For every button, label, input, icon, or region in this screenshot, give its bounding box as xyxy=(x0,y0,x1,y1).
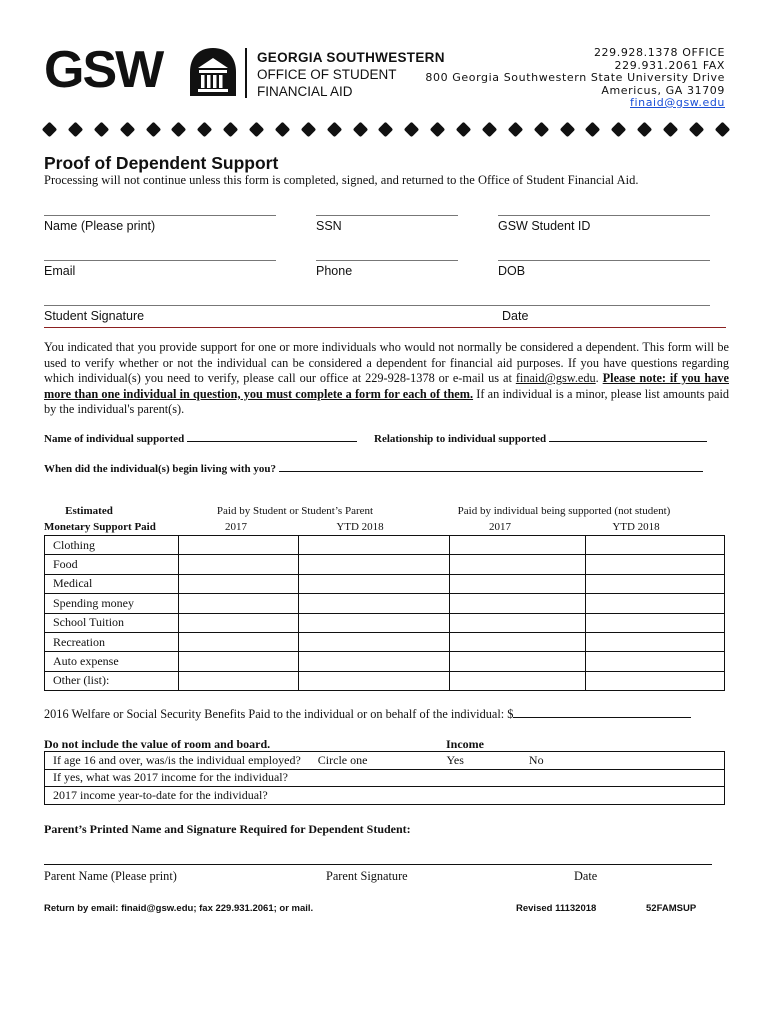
dob-input-line[interactable] xyxy=(498,260,710,261)
individual-2017-cell[interactable] xyxy=(450,594,586,613)
support-category-label: School Tuition xyxy=(45,613,179,632)
address-line-2: Americus, GA 31709 xyxy=(601,83,725,97)
individual-ytd-cell[interactable] xyxy=(586,652,725,671)
address-line-1: 800 Georgia Southwestern State University Drive xyxy=(425,71,725,84)
table-row xyxy=(45,769,725,787)
signature-date-label: Date xyxy=(502,309,529,323)
parent-heading: Parent’s Printed Name and Signature Required for Dependent Student: xyxy=(44,822,411,836)
email-input-line[interactable] xyxy=(44,260,276,261)
email-label: Email xyxy=(44,264,76,278)
income-heading: Do not include the value of room and board. xyxy=(44,737,271,751)
individual-2017-cell[interactable] xyxy=(450,632,586,651)
table-row xyxy=(45,787,725,805)
dot-icon xyxy=(714,122,730,138)
fax-number: 229.931.2061 FAX xyxy=(614,58,725,72)
circle-one-label: Circle one xyxy=(317,752,368,767)
individual-2017-cell[interactable] xyxy=(450,671,586,690)
table-row xyxy=(45,652,725,671)
individual-ytd-cell[interactable] xyxy=(586,632,725,651)
return-instructions: Return by email: finaid@gsw.edu; fax 229.931.2061; or mail. xyxy=(44,903,314,914)
individual-ytd-cell[interactable] xyxy=(586,555,725,574)
name-supported-field: Name of individual supported xyxy=(44,431,357,445)
table-row xyxy=(45,574,725,593)
dot-icon xyxy=(404,122,420,138)
student-2017-cell[interactable] xyxy=(178,536,298,555)
individual-ytd-cell[interactable] xyxy=(586,536,725,555)
dot-icon xyxy=(119,122,135,138)
welfare-input[interactable] xyxy=(513,706,691,718)
intro-note: Please note: if you have more than one individual in question, you must complete a form for each of them. xyxy=(44,371,730,401)
dot-icon xyxy=(326,122,342,138)
dot-icon xyxy=(42,122,58,138)
individual-2017-cell[interactable] xyxy=(450,536,586,555)
phone-input-line[interactable] xyxy=(316,260,458,261)
income-table xyxy=(44,751,725,805)
income-label: Income xyxy=(446,737,484,751)
dot-icon xyxy=(663,122,679,138)
table-row xyxy=(45,594,725,613)
individual-ytd-cell[interactable] xyxy=(586,594,725,613)
phone-label: Phone xyxy=(316,264,353,278)
yes-option[interactable]: Yes xyxy=(446,752,464,767)
group-individual-header: Paid by individual being supported (not student) xyxy=(457,505,671,517)
parent-name-label: Parent Name (Please print) xyxy=(44,869,177,883)
name-supported-input[interactable] xyxy=(187,431,357,442)
table-row xyxy=(45,752,725,770)
dot-icon xyxy=(145,122,161,138)
individual-2017-cell[interactable] xyxy=(450,555,586,574)
dot-icon xyxy=(68,122,84,138)
signature-input-line[interactable] xyxy=(44,305,710,306)
dot-icon xyxy=(559,122,575,138)
individual-ytd-cell[interactable] xyxy=(586,671,725,690)
estimated-label: Estimated xyxy=(65,505,113,517)
table-row xyxy=(45,555,725,574)
table-row xyxy=(45,536,725,555)
dot-icon xyxy=(533,122,549,138)
student-ytd-cell[interactable] xyxy=(298,536,450,555)
living-with-input[interactable] xyxy=(279,461,703,472)
ssn-input-line[interactable] xyxy=(316,215,458,216)
form-code: 52FAMSUP xyxy=(646,903,697,914)
support-category-label: Food xyxy=(45,555,179,574)
dot-icon xyxy=(430,122,446,138)
dot-icon xyxy=(482,122,498,138)
individual-ytd-cell[interactable] xyxy=(586,613,725,632)
page-title: Proof of Dependent Support xyxy=(44,153,279,173)
dot-icon xyxy=(93,122,109,138)
support-category-label: Spending money xyxy=(45,594,179,613)
individual-2017-header: 2017 xyxy=(489,521,511,533)
dot-icon xyxy=(637,122,653,138)
intro-email-link[interactable]: finaid@gsw.edu xyxy=(515,371,596,386)
email-link[interactable]: finaid@gsw.edu xyxy=(630,96,725,109)
support-category-label: Auto expense xyxy=(45,652,179,671)
dob-label: DOB xyxy=(498,264,526,278)
page-subtitle: Processing will not continue unless this form is completed, signed, and returned to the Office of Student Financial Aid. xyxy=(44,173,639,187)
support-category-label: Clothing xyxy=(45,536,179,555)
parent-signature-label: Parent Signature xyxy=(326,869,408,883)
individual-2017-cell[interactable] xyxy=(450,613,586,632)
student-id-label: GSW Student ID xyxy=(498,219,591,233)
dot-icon xyxy=(507,122,523,138)
name-label: Name (Please print) xyxy=(44,219,156,233)
table-row xyxy=(45,613,725,632)
dot-icon xyxy=(352,122,368,138)
dot-icon xyxy=(456,122,472,138)
student-ytd-cell[interactable] xyxy=(298,632,450,651)
student-2017-cell[interactable] xyxy=(178,594,298,613)
student-2017-cell[interactable] xyxy=(178,652,298,671)
dot-icon xyxy=(223,122,239,138)
income-2017-question[interactable]: If yes, what was 2017 income for the individual? xyxy=(45,769,725,787)
relationship-input[interactable] xyxy=(549,431,707,442)
monetary-support-label: Monetary Support Paid xyxy=(44,521,156,533)
building-logo-icon xyxy=(186,46,240,98)
student-2017-cell[interactable] xyxy=(178,671,298,690)
revision-date: Revised 11132018 xyxy=(516,903,597,914)
department-name: GEORGIA SOUTHWESTERN OFFICE OF STUDENT FINANCIAL AID xyxy=(257,50,445,99)
contact-block xyxy=(425,47,725,110)
no-option[interactable]: No xyxy=(528,752,544,767)
student-ytd-cell[interactable] xyxy=(298,613,450,632)
student-ytd-cell[interactable] xyxy=(298,594,450,613)
office-phone: 229.928.1378 OFFICE xyxy=(593,46,725,59)
student-signature-label: Student Signature xyxy=(44,309,145,323)
welfare-field: 2016 Welfare or Social Security Benefits Paid to the individual or on behalf of the individual: $ xyxy=(44,706,691,722)
parent-signature-line[interactable] xyxy=(44,864,712,865)
support-category-label: Medical xyxy=(45,574,179,593)
student-2017-header: 2017 xyxy=(225,521,247,533)
relationship-field: Relationship to individual supported xyxy=(374,431,707,445)
student-ytd-cell[interactable] xyxy=(298,652,450,671)
header-divider xyxy=(245,48,247,98)
ssn-label: SSN xyxy=(316,219,342,233)
student-ytd-header: YTD 2018 xyxy=(336,521,384,533)
intro-paragraph: You indicated that you provide support for one or more individuals who would not normally be considered a dependent. This form will be used to verify whether or not the individual can be considered a dependent for financial aid purposes. If you have questions regarding which individual(s) you need to verify, please call our office at 229-928-1378 or e-mail us at finaid@gsw.edu. Please note: if you have more than one individual in question, you must complete a form for each of them. If an individual is a minor, please list amounts paid by the individual's parent(s). xyxy=(44,340,730,417)
decorative-dot-row xyxy=(44,124,728,135)
group-student-header: Paid by Student or Student’s Parent xyxy=(216,505,374,517)
dot-icon xyxy=(249,122,265,138)
gsw-logo: GSW xyxy=(44,41,163,99)
dot-icon xyxy=(300,122,316,138)
table-row xyxy=(45,671,725,690)
support-category-label: Recreation xyxy=(45,632,179,651)
parent-date-label: Date xyxy=(574,869,598,883)
support-category-label: Other (list): xyxy=(45,671,179,690)
student-2017-cell[interactable] xyxy=(178,574,298,593)
section-divider xyxy=(44,327,726,328)
dot-icon xyxy=(197,122,213,138)
support-table xyxy=(44,535,725,691)
individual-2017-cell[interactable] xyxy=(450,574,586,593)
student-ytd-cell[interactable] xyxy=(298,671,450,690)
dot-icon xyxy=(585,122,601,138)
employed-question: If age 16 and over, was/is the individual employed? Circle one Yes No xyxy=(45,752,725,770)
student-ytd-cell[interactable] xyxy=(298,574,450,593)
dot-icon xyxy=(275,122,291,138)
student-2017-cell[interactable] xyxy=(178,613,298,632)
dot-icon xyxy=(689,122,705,138)
individual-ytd-cell[interactable] xyxy=(586,574,725,593)
individual-2017-cell[interactable] xyxy=(450,652,586,671)
living-with-field: When did the individual(s) begin living with you? xyxy=(44,461,703,475)
student-id-input-line[interactable] xyxy=(498,215,710,216)
student-ytd-cell[interactable] xyxy=(298,555,450,574)
income-ytd-question[interactable]: 2017 income year-to-date for the individual? xyxy=(45,787,725,805)
name-input-line[interactable] xyxy=(44,215,276,216)
dot-icon xyxy=(378,122,394,138)
table-row xyxy=(45,632,725,651)
individual-ytd-header: YTD 2018 xyxy=(612,521,660,533)
dot-icon xyxy=(611,122,627,138)
student-2017-cell[interactable] xyxy=(178,555,298,574)
student-2017-cell[interactable] xyxy=(178,632,298,651)
dot-icon xyxy=(171,122,187,138)
